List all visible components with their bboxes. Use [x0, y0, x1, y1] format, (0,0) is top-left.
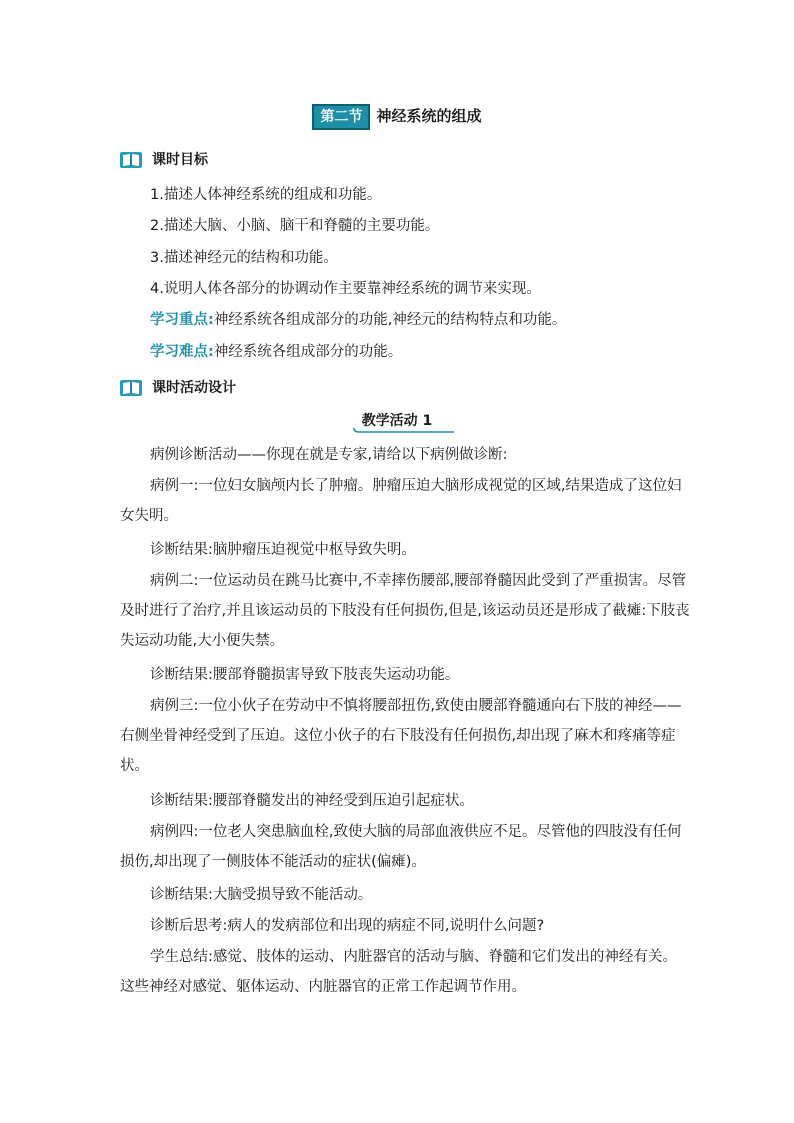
result-4-paragraph: 诊断结果:大脑受损导致不能活动。 — [150, 887, 373, 903]
activity-underline — [353, 427, 455, 433]
key-point — [150, 310, 695, 330]
case-3-paragraph: 病例三:一位小伙子在劳动中不慎将腰部扭伤,致使由腰部脊髓通向右下肢的神经——右侧坐骨神经受到了压迫。这位小伙子的右下肢没有任何损伤,却出现了麻木和疼痛等症状。 — [120, 698, 682, 774]
design-heading-label: 课时活动设计 — [152, 380, 236, 396]
difficulty-point — [150, 342, 695, 362]
result-1-paragraph: 诊断结果:脑肿瘤压迫视觉中枢导致失明。 — [150, 542, 416, 558]
section-badge: 第二节 — [312, 104, 370, 130]
design-heading — [120, 377, 236, 397]
intro-paragraph: 病例诊断活动——你现在就是专家,请给以下病例做诊断: — [150, 447, 508, 463]
page-title: 神经系统的组成 — [376, 107, 482, 125]
difficulty-point-text: 神经系统各组成部分的功能。 — [213, 344, 403, 360]
goal-item-4: 4.说明人体各部分的协调动作主要靠神经系统的调节来实现。 — [150, 281, 541, 297]
book-icon — [120, 378, 142, 396]
activity-title: 教学活动 1 — [361, 413, 433, 429]
key-point-text: 神经系统各组成部分的功能,神经元的结构特点和功能。 — [213, 312, 567, 328]
book-icon — [120, 150, 142, 168]
case-2-paragraph: 病例二:一位运动员在跳马比赛中,不幸摔伤腰部,腰部脊髓因此受到了严重损害。尽管及时进行了治疗,并且该运动员的下肢没有任何损伤,但是,该运动员还是形成了截瘫:下肢丧失运动功能,大小便失禁。 — [120, 573, 690, 649]
key-point-label: 学习重点: — [150, 312, 214, 328]
goal-item-2: 2.描述大脑、小脑、脑干和脊髓的主要功能。 — [150, 218, 440, 234]
goals-heading-label: 课时目标 — [152, 152, 208, 168]
goals-heading — [120, 149, 208, 169]
case-1-paragraph: 病例一:一位妇女脑颅内长了肿瘤。肿瘤压迫大脑形成视觉的区域,结果造成了这位妇女失明。 — [120, 478, 682, 524]
case-4-paragraph: 病例四:一位老人突患脑血栓,致使大脑的局部血液供应不足。尽管他的四肢没有任何损伤,却出现了一侧肢体不能活动的症状(偏瘫)。 — [120, 824, 682, 870]
difficulty-point-label: 学习难点: — [150, 344, 214, 360]
question-paragraph: 诊断后思考:病人的发病部位和出现的病症不同,说明什么问题? — [150, 918, 545, 934]
summary-paragraph: 学生总结:感觉、肢体的运动、内脏器官的活动与脑、脊髓和它们发出的神经有关。这些神经对感觉、躯体运动、内脏器官的正常工作起调节作用。 — [120, 949, 677, 995]
result-3-paragraph: 诊断结果:腰部脊髓发出的神经受到压迫引起症状。 — [150, 793, 474, 809]
goal-item-1: 1.描述人体神经系统的组成和功能。 — [150, 187, 382, 203]
section-header — [0, 104, 794, 130]
goal-item-3: 3.描述神经元的结构和功能。 — [150, 250, 338, 266]
result-2-paragraph: 诊断结果:腰部脊髓损害导致下肢丧失运动功能。 — [150, 667, 460, 683]
